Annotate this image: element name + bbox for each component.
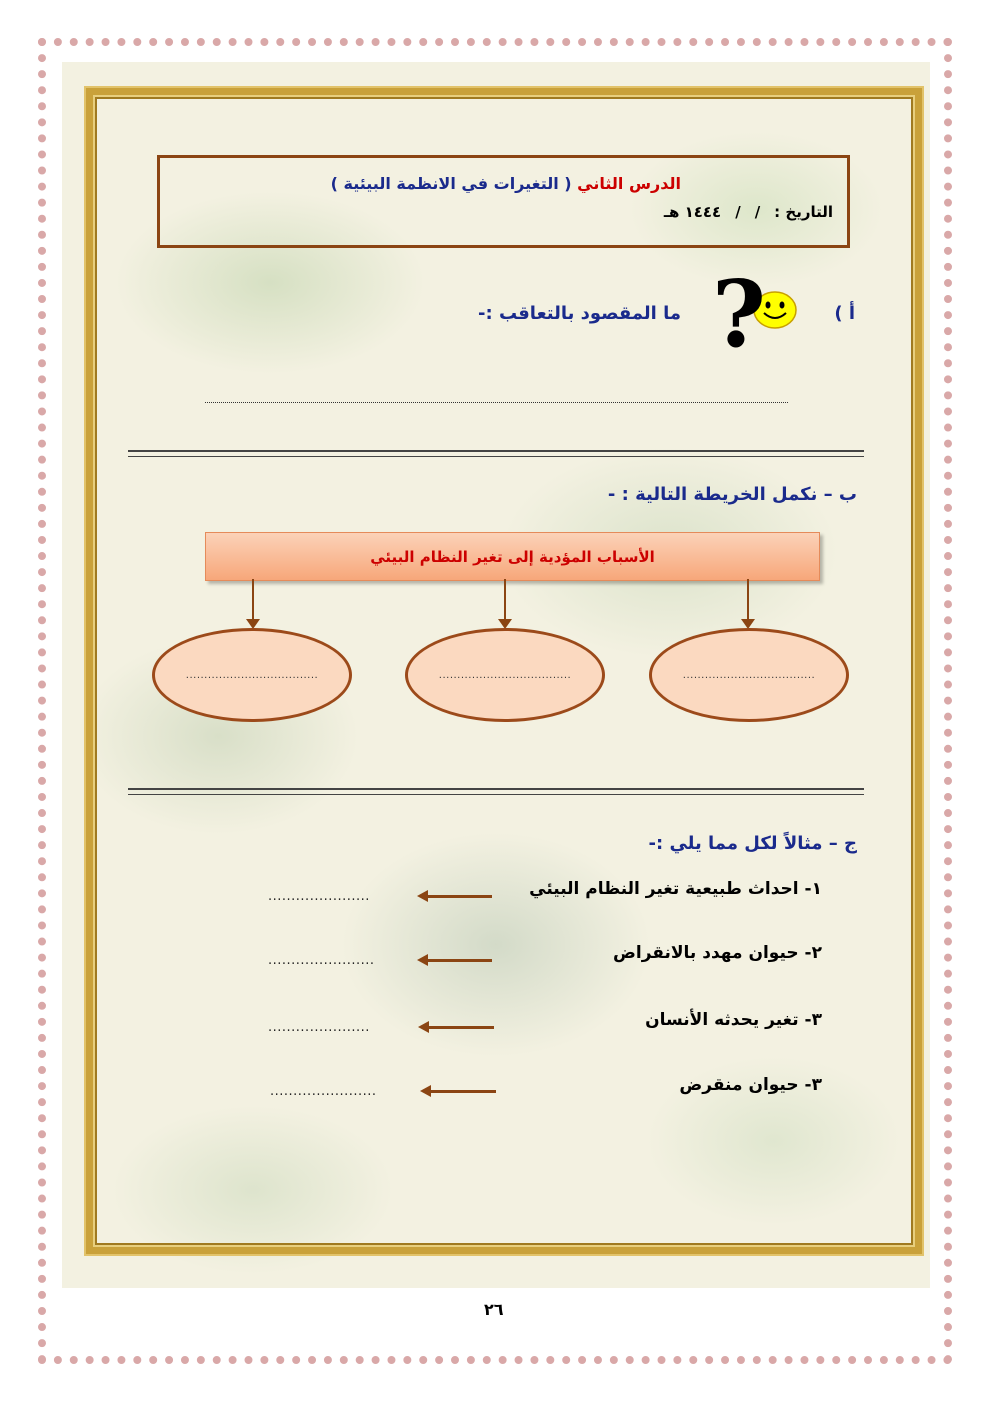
down-arrow: [504, 579, 506, 621]
left-arrow: [428, 1026, 494, 1029]
section-c-title: ج – مثالاً لكل مما يلي :-: [648, 833, 857, 854]
date-year: ١٤٤٤ هـ: [663, 203, 722, 221]
answer-line[interactable]: [205, 402, 788, 403]
date-separator: /: [754, 203, 761, 221]
example-item-label: ٢- حيوان مهدد بالانقراض: [613, 943, 822, 963]
left-arrow: [427, 895, 492, 898]
section-divider: [128, 788, 864, 795]
concept-map-header: الأسباب المؤدية إلى تغير النظام البيئي: [205, 532, 820, 581]
section-b-title: ب – نكمل الخريطة التالية : -: [607, 484, 857, 505]
left-arrow: [430, 1090, 496, 1093]
concept-map-oval[interactable]: ....................................: [152, 628, 352, 722]
example-answer-blank[interactable]: .......................: [268, 953, 375, 968]
example-answer-blank[interactable]: .......................: [270, 1084, 377, 1099]
page-number: ٢٦: [484, 1300, 504, 1319]
lesson-title-box: [157, 155, 850, 248]
section-divider: [128, 450, 864, 457]
section-a-question: ما المقصود بالتعاقب :-: [478, 303, 681, 324]
lesson-title: [331, 174, 681, 193]
lesson-topic: ( التغيرات في الانظمة البيئية ): [330, 174, 572, 193]
example-answer-blank[interactable]: ......................: [268, 1020, 370, 1035]
concept-map-oval[interactable]: ....................................: [649, 628, 849, 722]
date-label: التاريخ :: [774, 203, 833, 221]
down-arrow: [747, 579, 749, 621]
date-separator: /: [735, 203, 741, 221]
section-a-marker: أ ): [834, 303, 855, 324]
date-line: [664, 203, 833, 221]
example-item-label: ١- احداث طبيعية تغير النظام البيئي: [529, 879, 822, 899]
example-answer-blank[interactable]: ......................: [268, 889, 370, 904]
down-arrow: [252, 579, 254, 621]
example-item-label: ٣- حيوان منقرض: [679, 1075, 822, 1095]
left-arrow: [427, 959, 492, 962]
question-mark-icon: ?: [712, 260, 766, 368]
lesson-label: الدرس الثاني: [577, 174, 681, 193]
concept-map-oval[interactable]: ....................................: [405, 628, 605, 722]
example-item-label: ٣- تغير يحدثه الأنسان: [645, 1010, 822, 1030]
